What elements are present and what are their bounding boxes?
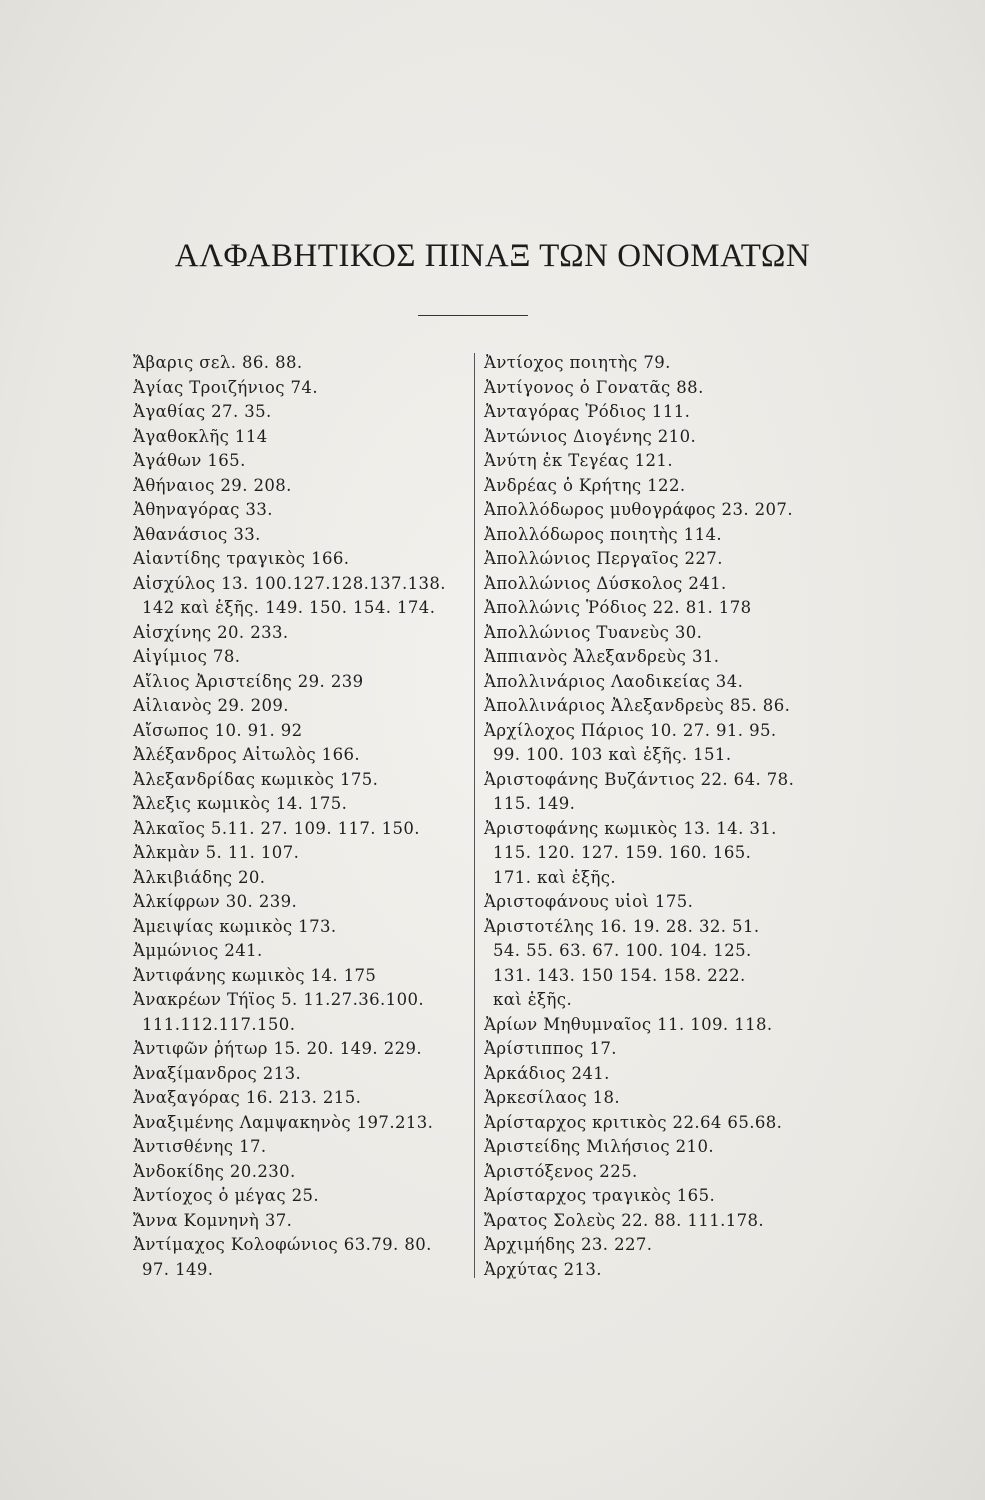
index-entry: Ἀντίμαχος Κολοφώνιος 63.79. 80.	[133, 1235, 432, 1254]
index-entry: Αἰσχίνης 20. 233.	[133, 622, 289, 642]
index-entry: Ἀρίσταρχος τραγικὸς 165.	[484, 1186, 716, 1205]
title-rule	[418, 315, 528, 316]
index-entry: Ἀνύτη ἐκ Τεγέας 121.	[484, 451, 673, 470]
index-entry-continuation: 99. 100. 103 καὶ ἑξῆς. 151.	[493, 745, 732, 764]
index-entry: Ἀρχύτας 213.	[484, 1259, 602, 1279]
index-entry: Ἀμειψίας κωμικὸς 173.	[133, 916, 337, 936]
index-entry: Ἀναξαγόρας 16. 213. 215.	[133, 1088, 362, 1107]
column-divider	[474, 353, 475, 1278]
index-entry: Ἀνδρέας ὁ Κρήτης 122.	[484, 475, 686, 495]
index-entry: Ἀπολλινάριος Λαοδικείας 34.	[484, 671, 744, 691]
index-entry: Αἴσωπος 10. 91. 92	[133, 720, 303, 740]
index-entry-continuation: 54. 55. 63. 67. 100. 104. 125.	[493, 941, 752, 960]
index-entry: Ἀρχίλοχος Πάριος 10. 27. 91. 95.	[484, 720, 777, 740]
index-entry: Ἀρίσταρχος κριτικὸς 22.64 65.68.	[484, 1112, 783, 1132]
index-entry: Ἀναξιμένης Λαμψακηνὸς 197.213.	[133, 1112, 434, 1132]
index-entry-continuation: καὶ ἑξῆς.	[493, 990, 573, 1009]
index-entry: Ἀρκεσίλαος 18.	[484, 1088, 621, 1107]
index-entry: Ἀγαθίας 27. 35.	[133, 402, 272, 421]
index-entry: Ἀντισθένης 17.	[133, 1137, 267, 1156]
index-entry: Ἀθήναιος 29. 208.	[133, 475, 292, 495]
index-entry: Αἰλιανὸς 29. 209.	[133, 696, 289, 715]
index-entry: Ἀντίοχος ποιητὴς 79.	[484, 353, 671, 372]
index-entry: Ἀριστοφάνης Βυζάντιος 22. 64. 78.	[484, 769, 795, 789]
index-entry: Ἄλεξις κωμικὸς 14. 175.	[133, 794, 348, 813]
page-title: ΑΛΦΑΒΗΤΙΚΟΣ ΠΙΝΑΞ ΤΩΝ ΟΝΟΜΑΤΩΝ	[174, 238, 811, 274]
index-entry: Ἀπολλώνιος Περγαῖος 227.	[484, 549, 723, 568]
index-entry-continuation: 111.112.117.150.	[142, 1014, 296, 1034]
index-entry: Ἀπολλώνις Ῥόδιος 22. 81. 178	[484, 598, 752, 617]
index-entry: Αἴλιος Ἀριστείδης 29. 239	[133, 671, 364, 691]
index-entry: Ἀθανάσιος 33.	[133, 524, 261, 544]
index-entry: Ἀντώνιος Διογένης 210.	[484, 426, 697, 446]
index-entry: Αἰγίμιος 78.	[133, 647, 241, 666]
index-entry: Ἀγαθοκλῆς 114	[133, 426, 268, 446]
index-entry-continuation: 97. 149.	[142, 1259, 214, 1279]
index-entry-continuation: 131. 143. 150 154. 158. 222.	[493, 965, 746, 985]
index-entry: Ἄβαρις σελ. 86. 88.	[133, 353, 303, 372]
index-entry: Αἰαντίδης τραγικὸς 166.	[133, 549, 350, 568]
index-entry: Ἀρκάδιος 241.	[484, 1063, 610, 1083]
index-entry: Ἀρίων Μηθυμναῖος 11. 109. 118.	[484, 1014, 773, 1034]
index-entry: Ἀλεξανδρίδας κωμικὸς 175.	[133, 769, 379, 789]
index-entry: Ἀπολλόδωρος ποιητὴς 114.	[484, 524, 723, 544]
index-entry: Ἀντιφάνης κωμικὸς 14. 175	[133, 965, 377, 985]
index-entry: Ἀριστοφάνης κωμικὸς 13. 14. 31.	[484, 818, 777, 838]
index-entry: Ἀλκαῖος 5.11. 27. 109. 117. 150.	[133, 818, 420, 838]
index-entry: Ἀριστοφάνους υἱοὶ 175.	[484, 892, 694, 911]
index-entry: Ἀντίοχος ὁ μέγας 25.	[133, 1186, 320, 1205]
index-entry: Ἀριστείδης Μιλήσιος 210.	[484, 1137, 714, 1156]
index-entry: Ἀπολλώνιος Δύσκολος 241.	[484, 573, 727, 593]
index-entry-continuation: 142 καὶ ἑξῆς. 149. 150. 154. 174.	[142, 598, 436, 617]
index-entry-continuation: 115. 149.	[493, 794, 576, 813]
index-entry: Ἄννα Κομνηνὴ 37.	[133, 1210, 293, 1230]
index-entry: Αἰσχύλος 13. 100.127.128.137.138.	[133, 573, 446, 593]
index-entry: Ἀγάθων 165.	[133, 451, 246, 470]
index-entry: Ἀρχιμήδης 23. 227.	[484, 1235, 653, 1254]
index-entry: Ἀνταγόρας Ῥόδιος 111.	[484, 402, 691, 421]
index-entry: Ἀπολλινάριος Ἀλεξανδρεὺς 85. 86.	[484, 696, 791, 715]
index-entry: Ἄρατος Σολεὺς 22. 88. 111.178.	[484, 1210, 765, 1230]
index-entry-continuation: 171. καὶ ἑξῆς.	[493, 867, 617, 887]
index-entry: Ἀριστόξενος 225.	[484, 1161, 638, 1181]
index-entry: Ἀντίγονος ὁ Γονατᾶς 88.	[484, 377, 704, 397]
index-right-column	[484, 351, 844, 1282]
index-entry: Ἀππιανὸς Ἀλεξανδρεὺς 31.	[484, 647, 720, 666]
index-entry: Ἀρίστιππος 17.	[484, 1039, 617, 1058]
index-left-column	[133, 351, 473, 1282]
index-entry-continuation: 115. 120. 127. 159. 160. 165.	[493, 843, 752, 862]
index-entry: Ἀνακρέων Τήϊος 5. 11.27.36.100.	[133, 990, 425, 1009]
index-entry: Ἀλέξανδρος Αἰτωλὸς 166.	[133, 745, 361, 764]
index-entry: Ἀνδοκίδης 20.230.	[133, 1161, 296, 1181]
index-entry: Ἀλκίφρων 30. 239.	[133, 892, 298, 911]
index-entry: Ἀμμώνιος 241.	[133, 941, 263, 960]
index-entry: Ἀθηναγόρας 33.	[133, 500, 273, 519]
index-entry: Ἀπολλώνιος Τυανεὺς 30.	[484, 622, 703, 642]
index-entry: Ἀπολλόδωρος μυθογράφος 23. 207.	[484, 500, 793, 519]
index-entry: Ἀντιφῶν ῥήτωρ 15. 20. 149. 229.	[133, 1039, 423, 1058]
index-entry: Ἀναξίμανδρος 213.	[133, 1063, 302, 1083]
index-entry: Ἀλκμὰν 5. 11. 107.	[133, 843, 300, 862]
index-entry: Ἀριστοτέλης 16. 19. 28. 32. 51.	[484, 916, 760, 936]
index-entry: Ἀλκιβιάδης 20.	[133, 867, 266, 887]
index-entry: Ἀγίας Τροιζήνιος 74.	[133, 377, 318, 397]
